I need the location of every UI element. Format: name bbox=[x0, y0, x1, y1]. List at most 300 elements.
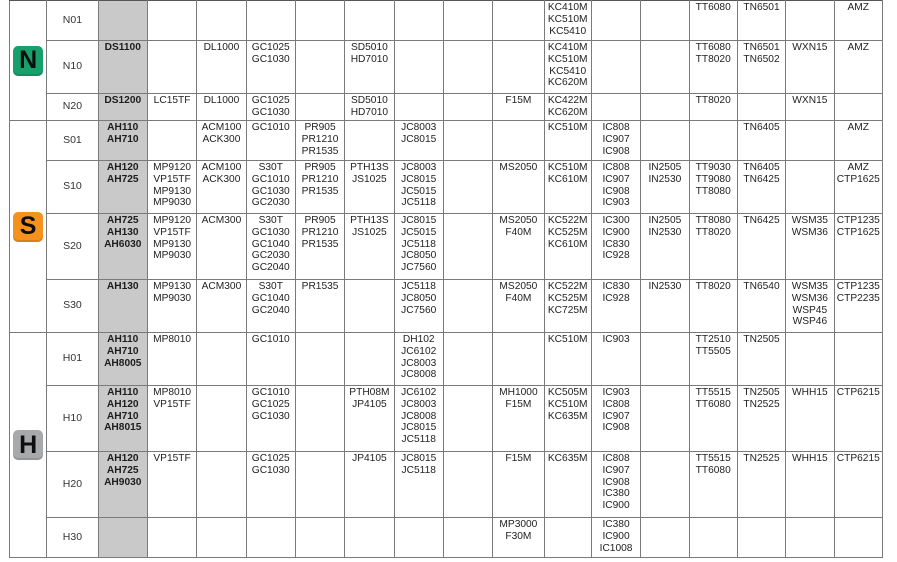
grade-cell bbox=[147, 333, 196, 386]
grade-name: GC2030 bbox=[251, 197, 290, 209]
grade-name: KC620M bbox=[547, 77, 588, 89]
grade-name: AH130 bbox=[106, 281, 139, 292]
grade-name: JC7560 bbox=[401, 262, 437, 274]
iso-code-cell: H01 bbox=[47, 333, 98, 386]
grade-cell bbox=[295, 161, 344, 214]
grade-cell bbox=[591, 333, 640, 386]
iso-code-cell: H10 bbox=[47, 386, 98, 452]
grade-cell bbox=[197, 333, 246, 386]
grade-cell bbox=[147, 518, 196, 558]
grade-name: PR1210 bbox=[301, 173, 339, 185]
grade-name: GC1040 bbox=[251, 238, 290, 250]
grade-name: IC928 bbox=[602, 250, 630, 262]
grade-name: TT8020 bbox=[695, 226, 731, 238]
grade-cell bbox=[689, 41, 737, 94]
grade-name: SD5010 bbox=[350, 95, 388, 106]
grade-cell bbox=[443, 518, 492, 558]
grade-cell bbox=[737, 386, 785, 452]
grade-name: MS2050 bbox=[499, 162, 538, 173]
grade-name: IC300 bbox=[602, 215, 630, 226]
table-row-s30 bbox=[10, 280, 883, 333]
grade-name: MP9030 bbox=[153, 250, 192, 262]
grade-name: KC620M bbox=[547, 106, 588, 118]
grade-name: GC2030 bbox=[251, 250, 290, 262]
grade-name: TT9080 bbox=[695, 173, 731, 185]
grade-cell bbox=[147, 280, 196, 333]
iso-code-cell: H20 bbox=[47, 452, 98, 518]
grade-cell bbox=[737, 518, 785, 558]
grade-cell bbox=[591, 41, 640, 94]
grade-name: IN2505 bbox=[648, 162, 682, 173]
grade-cell bbox=[641, 1, 689, 41]
grade-name: KC510M bbox=[547, 162, 588, 173]
grade-cell bbox=[544, 1, 591, 41]
grade-name: WXN15 bbox=[792, 95, 828, 106]
grade-cell bbox=[147, 41, 196, 94]
grade-name: GC1030 bbox=[251, 53, 290, 65]
grade-name: JP4105 bbox=[352, 398, 387, 410]
grade-name: IC908 bbox=[602, 422, 630, 434]
grade-cell bbox=[443, 94, 492, 121]
grade-name: IC903 bbox=[602, 334, 630, 345]
grade-cell bbox=[493, 280, 544, 333]
grade-cell bbox=[737, 41, 785, 94]
grade-name: GC1030 bbox=[251, 464, 290, 476]
grade-cell bbox=[443, 161, 492, 214]
grade-name: JC8003 bbox=[401, 398, 437, 410]
grade-name: TN2505 bbox=[743, 334, 780, 345]
grade-name: TN6405 bbox=[743, 162, 780, 173]
grade-name: IC907 bbox=[602, 133, 630, 145]
iso-code-cell: N10 bbox=[47, 41, 98, 94]
primary-grade-cell bbox=[98, 121, 147, 161]
grade-name: HD7010 bbox=[350, 106, 389, 118]
grade-name: IC808 bbox=[602, 162, 630, 173]
grade-name: JC7560 bbox=[401, 304, 437, 316]
grade-name: DL1000 bbox=[203, 42, 240, 53]
material-group-s bbox=[10, 121, 47, 333]
grade-cell bbox=[246, 1, 295, 41]
grade-name: PR1210 bbox=[301, 226, 339, 238]
grade-name: AH110 bbox=[107, 122, 139, 133]
grade-name: TN2525 bbox=[743, 453, 780, 464]
material-group-h bbox=[10, 333, 47, 558]
grade-cell bbox=[345, 161, 394, 214]
grade-name: KC522M bbox=[547, 215, 588, 226]
grade-name: AH110 bbox=[107, 334, 139, 345]
grade-cell bbox=[295, 214, 344, 280]
grade-cell bbox=[834, 386, 882, 452]
grade-cell bbox=[197, 452, 246, 518]
grade-name: TN6502 bbox=[743, 53, 780, 65]
grade-name: TT6080 bbox=[695, 2, 731, 13]
grade-name: GC1030 bbox=[251, 185, 290, 197]
grade-name: ACM300 bbox=[201, 215, 242, 226]
primary-grade-cell bbox=[98, 452, 147, 518]
grade-table-body bbox=[10, 1, 883, 558]
grade-name: JC5015 bbox=[401, 226, 437, 238]
grade-name: KC510M bbox=[547, 334, 588, 345]
grade-name: AH725 bbox=[106, 215, 139, 226]
grade-cell bbox=[641, 386, 689, 452]
grade-name: AH8005 bbox=[104, 357, 142, 369]
grade-cell bbox=[786, 280, 834, 333]
grade-cell bbox=[197, 161, 246, 214]
grade-name: IC900 bbox=[602, 226, 630, 238]
grade-name: IC808 bbox=[602, 398, 630, 410]
grade-name: ACM100 bbox=[201, 122, 242, 133]
grade-cell bbox=[786, 121, 834, 161]
grade-cell bbox=[737, 94, 785, 121]
grade-name: IC808 bbox=[602, 122, 630, 133]
table-row-n20 bbox=[10, 94, 883, 121]
grade-name: CTP6215 bbox=[836, 453, 880, 464]
grade-cell bbox=[834, 452, 882, 518]
grade-cell bbox=[591, 386, 640, 452]
grade-name: IC830 bbox=[602, 238, 630, 250]
grade-cell bbox=[246, 386, 295, 452]
grade-cell bbox=[147, 161, 196, 214]
grade-name: KC635M bbox=[547, 453, 588, 464]
grade-cell bbox=[197, 518, 246, 558]
grade-name: JC8015 bbox=[401, 215, 437, 226]
grade-cell bbox=[147, 214, 196, 280]
grade-name: PTH08M bbox=[349, 387, 390, 398]
grade-name: PTH13S bbox=[350, 162, 389, 173]
grade-cell bbox=[641, 161, 689, 214]
grade-name: S30T bbox=[258, 215, 283, 226]
grade-cell bbox=[147, 452, 196, 518]
grade-name: KC410M bbox=[547, 2, 588, 13]
iso-code-cell: N20 bbox=[47, 94, 98, 121]
grade-name: MS2050 bbox=[499, 215, 538, 226]
grade-name: MP3000 bbox=[499, 519, 538, 530]
material-badge-s: S bbox=[13, 212, 43, 242]
primary-grade-cell bbox=[98, 1, 147, 41]
grade-name: JC8003 bbox=[401, 357, 437, 369]
grade-name: JS1025 bbox=[352, 226, 387, 238]
grade-name: GC1025 bbox=[251, 42, 290, 53]
grade-name: MP8010 bbox=[153, 387, 192, 398]
grade-cell bbox=[591, 94, 640, 121]
grade-cell bbox=[641, 333, 689, 386]
grade-cell bbox=[443, 121, 492, 161]
grade-cell bbox=[591, 518, 640, 558]
grade-name: JC5015 bbox=[401, 185, 437, 197]
grade-cell bbox=[834, 280, 882, 333]
grade-cell bbox=[493, 214, 544, 280]
grade-name: AMZ bbox=[847, 42, 870, 53]
grade-cell bbox=[786, 518, 834, 558]
grade-cell bbox=[544, 452, 591, 518]
grade-name: F40M bbox=[505, 292, 532, 304]
grade-name: MP8010 bbox=[153, 334, 192, 345]
grade-cell bbox=[394, 452, 443, 518]
grade-cell bbox=[689, 121, 737, 161]
grade-cell bbox=[394, 280, 443, 333]
grade-name: IC908 bbox=[602, 185, 630, 197]
grade-cell bbox=[345, 94, 394, 121]
grade-name: KC410M bbox=[547, 42, 588, 53]
grade-name: CTP1625 bbox=[836, 226, 880, 238]
grade-cell bbox=[834, 161, 882, 214]
grade-name: AH8015 bbox=[104, 422, 142, 434]
grade-name: F30M bbox=[505, 530, 532, 542]
grade-name: S30T bbox=[258, 162, 283, 173]
grade-name: TN2505 bbox=[743, 387, 780, 398]
grade-name: KC525M bbox=[547, 292, 588, 304]
grade-cell bbox=[737, 452, 785, 518]
grade-name: AH725 bbox=[106, 464, 139, 476]
grade-name: F15M bbox=[505, 453, 532, 464]
grade-cell bbox=[737, 1, 785, 41]
grade-name: MP9030 bbox=[153, 292, 192, 304]
grade-name: TN6425 bbox=[743, 215, 780, 226]
grade-cell bbox=[246, 452, 295, 518]
grade-cell bbox=[394, 333, 443, 386]
grade-name: WSP45 bbox=[792, 304, 828, 316]
grade-name: TN6501 bbox=[743, 2, 780, 13]
grade-name: DL1000 bbox=[203, 95, 240, 106]
grade-name: TN6405 bbox=[743, 122, 780, 133]
grade-cell bbox=[295, 452, 344, 518]
grade-name: PR1535 bbox=[301, 185, 339, 197]
grade-name: IC907 bbox=[602, 410, 630, 422]
grade-name: JC8015 bbox=[401, 422, 437, 434]
grade-cell bbox=[394, 518, 443, 558]
grade-cell bbox=[834, 121, 882, 161]
grade-cell bbox=[345, 41, 394, 94]
grade-cell bbox=[591, 161, 640, 214]
grade-name: MP9130 bbox=[153, 281, 192, 292]
grade-name: ACK300 bbox=[202, 173, 241, 185]
grade-cell bbox=[689, 1, 737, 41]
grade-cell bbox=[591, 280, 640, 333]
grade-name: PR1535 bbox=[301, 145, 339, 157]
grade-name: MP9130 bbox=[153, 185, 192, 197]
grade-cell bbox=[345, 333, 394, 386]
grade-cell bbox=[641, 452, 689, 518]
grade-cell bbox=[786, 452, 834, 518]
grade-name: TT8020 bbox=[695, 53, 731, 65]
grade-name: PR1535 bbox=[301, 238, 339, 250]
grade-name: PR1535 bbox=[301, 281, 339, 292]
grade-cell bbox=[737, 214, 785, 280]
grade-name: IC900 bbox=[602, 530, 630, 542]
grade-cell bbox=[493, 161, 544, 214]
primary-grade-cell bbox=[98, 386, 147, 452]
grade-name: IN2530 bbox=[648, 281, 682, 292]
grade-cell bbox=[246, 518, 295, 558]
grade-name: KC510M bbox=[547, 53, 588, 65]
grade-cell bbox=[689, 386, 737, 452]
grade-cell bbox=[295, 280, 344, 333]
grade-cell bbox=[295, 94, 344, 121]
grade-name: TN6540 bbox=[743, 281, 780, 292]
grade-name: VP15TF bbox=[153, 453, 191, 464]
grade-name: AH120 bbox=[106, 162, 139, 173]
grade-cell bbox=[197, 386, 246, 452]
grade-cell bbox=[345, 452, 394, 518]
grade-name: JC5118 bbox=[401, 238, 436, 250]
grade-cell bbox=[197, 121, 246, 161]
grade-cell bbox=[295, 121, 344, 161]
grade-cell bbox=[689, 518, 737, 558]
grade-name: IC907 bbox=[602, 464, 630, 476]
grade-comparison-table bbox=[9, 0, 883, 558]
grade-cell bbox=[493, 386, 544, 452]
grade-cell bbox=[345, 518, 394, 558]
grade-name: HD7010 bbox=[350, 53, 389, 65]
grade-name: KC422M bbox=[547, 95, 588, 106]
material-group-n bbox=[10, 1, 47, 121]
grade-name: AH710 bbox=[106, 410, 139, 422]
grade-cell bbox=[641, 214, 689, 280]
grade-cell bbox=[786, 41, 834, 94]
grade-name: AH120 bbox=[106, 453, 139, 464]
grade-name: ACM100 bbox=[201, 162, 242, 173]
grade-cell bbox=[345, 121, 394, 161]
grade-cell bbox=[345, 214, 394, 280]
grade-cell bbox=[493, 94, 544, 121]
grade-cell bbox=[737, 121, 785, 161]
grade-name: AH120 bbox=[106, 398, 139, 410]
grade-name: KC635M bbox=[547, 410, 588, 422]
grade-name: MH1000 bbox=[499, 387, 538, 398]
grade-name: JC8015 bbox=[401, 453, 437, 464]
grade-name: MP9030 bbox=[153, 197, 192, 209]
grade-name: JC8003 bbox=[401, 122, 437, 133]
iso-code-cell: N01 bbox=[47, 1, 98, 41]
grade-cell bbox=[834, 41, 882, 94]
grade-name: CTP1625 bbox=[836, 173, 880, 185]
grade-name: IN2530 bbox=[648, 226, 682, 238]
grade-name: JC8008 bbox=[401, 369, 437, 381]
grade-cell bbox=[689, 94, 737, 121]
grade-cell bbox=[689, 280, 737, 333]
grade-name: KC610M bbox=[547, 238, 588, 250]
primary-grade-cell bbox=[98, 161, 147, 214]
grade-cell bbox=[246, 94, 295, 121]
grade-cell bbox=[394, 41, 443, 94]
grade-name: GC1025 bbox=[251, 453, 290, 464]
grade-name: GC1030 bbox=[251, 410, 290, 422]
grade-name: KC510M bbox=[547, 13, 588, 25]
grade-name: KC610M bbox=[547, 173, 588, 185]
primary-grade-cell bbox=[98, 94, 147, 121]
grade-cell bbox=[641, 280, 689, 333]
grade-cell bbox=[834, 333, 882, 386]
grade-cell bbox=[544, 41, 591, 94]
grade-name: TT9030 bbox=[695, 162, 731, 173]
grade-name: IC900 bbox=[602, 500, 630, 512]
grade-cell bbox=[295, 41, 344, 94]
grade-name: GC1025 bbox=[251, 95, 290, 106]
grade-name: CTP6215 bbox=[836, 387, 880, 398]
grade-name: CTP1235 bbox=[836, 281, 880, 292]
grade-name: MP9130 bbox=[153, 238, 192, 250]
grade-name: VP15TF bbox=[153, 226, 191, 238]
grade-cell bbox=[295, 333, 344, 386]
material-badge-n: N bbox=[13, 46, 43, 76]
grade-name: PR905 bbox=[304, 162, 336, 173]
table-row-s01 bbox=[10, 121, 883, 161]
grade-cell bbox=[197, 1, 246, 41]
grade-cell bbox=[834, 518, 882, 558]
grade-name: TN6425 bbox=[743, 173, 780, 185]
grade-name: VP15TF bbox=[153, 173, 191, 185]
table-row-s20 bbox=[10, 214, 883, 280]
grade-name: WSM35 bbox=[791, 281, 828, 292]
grade-cell bbox=[786, 386, 834, 452]
table-row-n01 bbox=[10, 1, 883, 41]
grade-name: AH130 bbox=[106, 226, 139, 238]
grade-name: GC1030 bbox=[251, 106, 290, 118]
grade-name: IC830 bbox=[602, 281, 630, 292]
grade-cell bbox=[544, 280, 591, 333]
grade-name: GC1025 bbox=[251, 398, 290, 410]
grade-name: TT6080 bbox=[695, 464, 731, 476]
grade-name: KC5410 bbox=[549, 25, 587, 37]
grade-name: AH725 bbox=[106, 173, 139, 185]
grade-name: MS2050 bbox=[499, 281, 538, 292]
grade-name: AH710 bbox=[106, 133, 139, 145]
grade-name: JC8015 bbox=[401, 133, 437, 145]
grade-name: AMZ bbox=[847, 2, 870, 13]
grade-cell bbox=[295, 386, 344, 452]
grade-cell bbox=[786, 161, 834, 214]
grade-name: JP4105 bbox=[352, 453, 387, 464]
grade-name: TT8080 bbox=[695, 215, 731, 226]
grade-cell bbox=[295, 518, 344, 558]
grade-name: JC8050 bbox=[401, 250, 437, 262]
primary-grade-cell bbox=[98, 280, 147, 333]
grade-cell bbox=[786, 1, 834, 41]
grade-name: ACM300 bbox=[201, 281, 242, 292]
grade-cell bbox=[246, 214, 295, 280]
grade-cell bbox=[591, 121, 640, 161]
grade-name: IC380 bbox=[602, 519, 630, 530]
grade-cell bbox=[197, 41, 246, 94]
grade-name: KC525M bbox=[547, 226, 588, 238]
grade-name: TT5505 bbox=[695, 345, 731, 357]
primary-grade-cell bbox=[98, 333, 147, 386]
table-row-s10 bbox=[10, 161, 883, 214]
grade-cell bbox=[443, 214, 492, 280]
iso-code-cell: H30 bbox=[47, 518, 98, 558]
grade-cell bbox=[443, 1, 492, 41]
grade-name: JC5118 bbox=[401, 281, 436, 292]
grade-name: JC5118 bbox=[401, 434, 436, 446]
grade-name: TN2525 bbox=[743, 398, 780, 410]
grade-cell bbox=[591, 452, 640, 518]
grade-name: KC510M bbox=[547, 122, 588, 133]
grade-name: AH710 bbox=[106, 345, 139, 357]
grade-cell bbox=[834, 214, 882, 280]
grade-name: CTP1235 bbox=[836, 215, 880, 226]
grade-name: WHH15 bbox=[792, 453, 828, 464]
grade-cell bbox=[246, 333, 295, 386]
grade-name: JC5118 bbox=[401, 464, 436, 476]
grade-cell bbox=[394, 161, 443, 214]
grade-name: IC907 bbox=[602, 173, 630, 185]
table-row-h20 bbox=[10, 452, 883, 518]
grade-name: WSP46 bbox=[792, 316, 828, 328]
grade-name: TT6080 bbox=[695, 42, 731, 53]
grade-name: AH6030 bbox=[104, 238, 142, 250]
grade-name: KC725M bbox=[547, 304, 588, 316]
grade-name: GC1010 bbox=[251, 173, 290, 185]
